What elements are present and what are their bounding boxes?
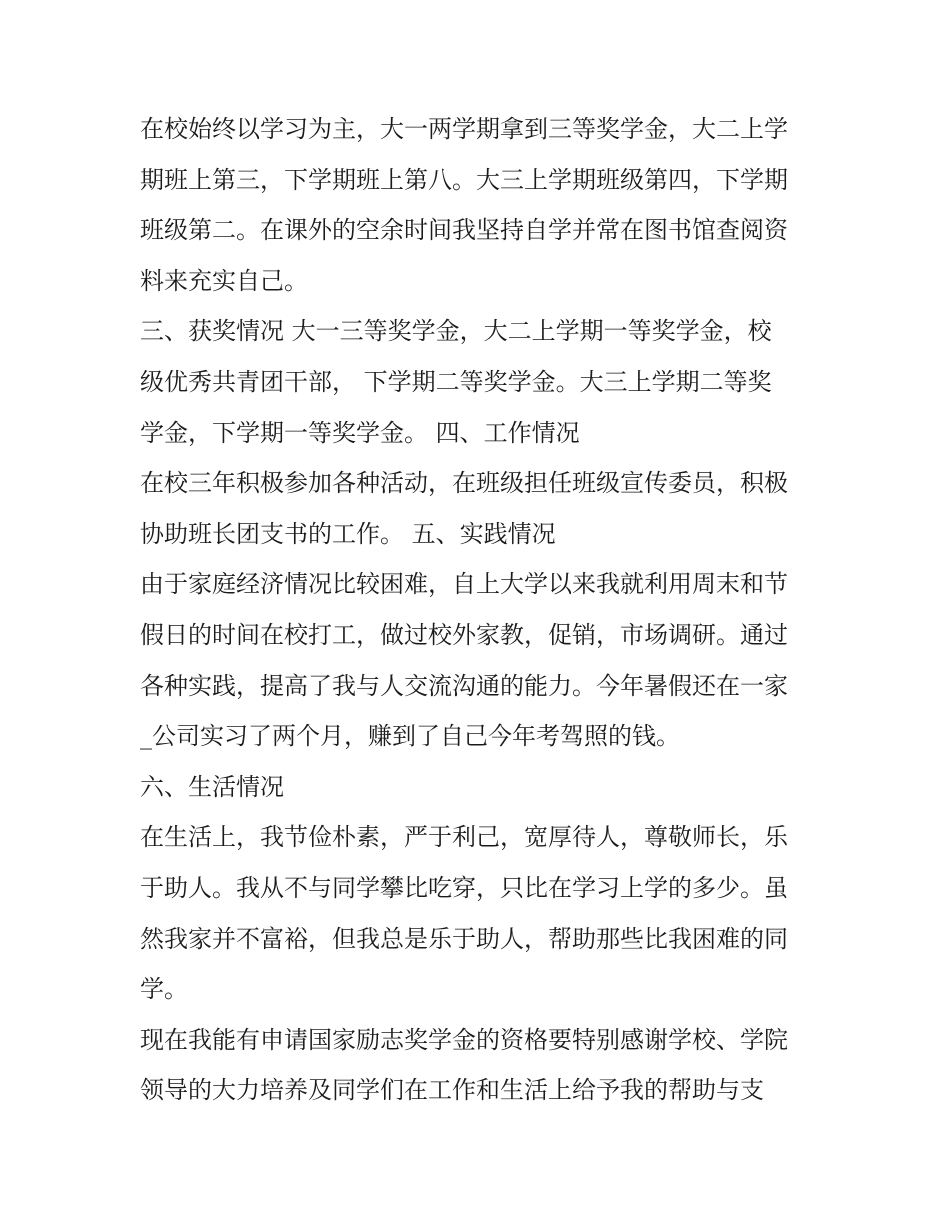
text-line: 各种实践，提高了我与人交流沟通的能力。今年暑假还在一家 bbox=[140, 671, 788, 700]
text-line: 学金，下学期一等奖学金。 四、工作情况 bbox=[140, 418, 580, 447]
text-line: 在校始终以学习为主，大一两学期拿到三等奖学金，大二上学 bbox=[140, 115, 788, 143]
text-line: 然我家并不富裕，但我总是乐于助人，帮助那些比我困难的同 bbox=[140, 924, 788, 953]
text-line: 于助人。我从不与同学攀比吃穿，只比在学习上学的多少。虽 bbox=[140, 873, 788, 902]
text-line: 期班上第三，下学期班上第八。大三上学期班级第四，下学期 bbox=[140, 165, 788, 194]
text-line: 在校三年积极参加各种活动，在班级担任班级宣传委员，积极 bbox=[140, 469, 788, 498]
text-line: 假日的时间在校打工，做过校外家教，促销，市场调研。通过 bbox=[140, 620, 788, 649]
section-heading-awards: 三、获奖情况 大一三等奖学金，大二上学期一等奖学金，校 bbox=[140, 317, 772, 346]
text-line: 由于家庭经济情况比较困难，自上大学以来我就利用周末和节 bbox=[140, 570, 788, 599]
section-heading-life: 六、生活情况 bbox=[140, 772, 284, 801]
text-line: 学。 bbox=[140, 975, 188, 1004]
text-line: 班级第二。在课外的空余时间我坚持自学并常在图书馆查阅资 bbox=[140, 216, 788, 245]
text-line: 级优秀共青团干部， 下学期二等奖学金。大三上学期二等奖 bbox=[140, 367, 772, 396]
document-body bbox=[140, 104, 830, 1116]
text-line: 料来充实自己。 bbox=[140, 266, 308, 295]
text-line: 协助班长团支书的工作。 五、实践情况 bbox=[140, 519, 556, 548]
text-line: 现在我能有申请国家励志奖学金的资格要特别感谢学校、学院 bbox=[140, 1025, 788, 1054]
text-line: _公司实习了两个月，赚到了自己今年考驾照的钱。 bbox=[140, 722, 680, 751]
text-line: 在生活上，我节俭朴素，严于利己，宽厚待人，尊敬师长，乐 bbox=[140, 823, 788, 852]
text-line: 领导的大力培养及同学们在工作和生活上给予我的帮助与支 bbox=[140, 1076, 764, 1105]
